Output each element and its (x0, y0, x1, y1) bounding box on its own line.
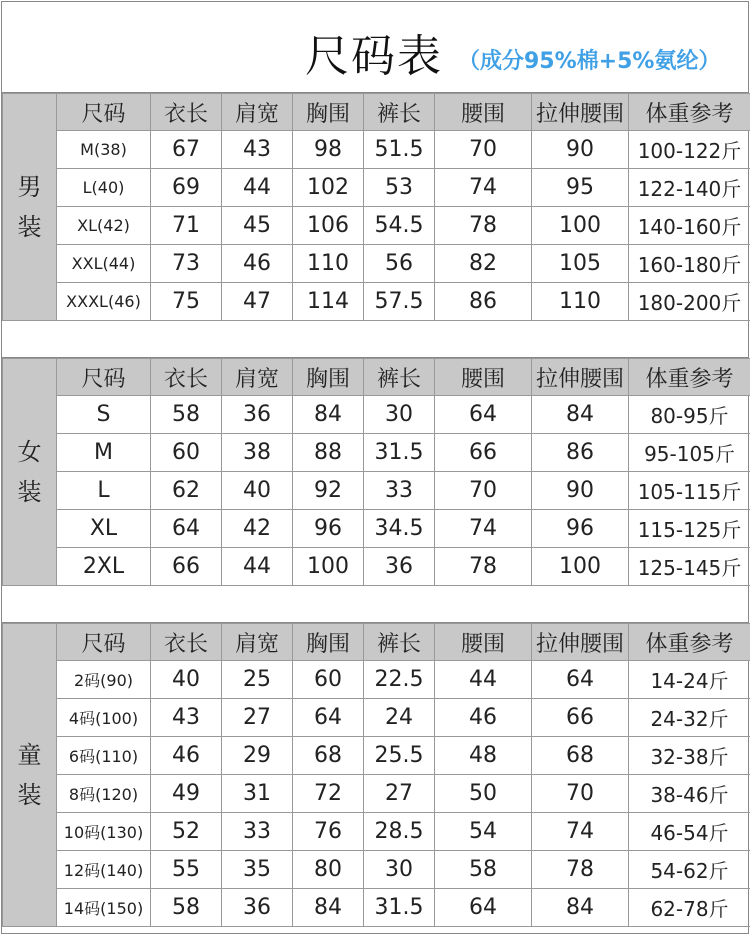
measurement-cell: 64 (532, 661, 629, 699)
weight-reference: 125-145斤 (629, 548, 750, 586)
size-label: L(40) (57, 169, 151, 207)
table-row (3, 889, 750, 927)
size-label: XXXL(46) (57, 283, 151, 321)
measurement-cell: 74 (435, 510, 532, 548)
size-label: S (57, 396, 151, 434)
measurement-cell: 70 (435, 472, 532, 510)
fabric-composition: （成分95%棉+5%氨纶） (458, 44, 720, 75)
measurement-cell: 30 (364, 851, 435, 889)
column-header: 胸围 (293, 94, 364, 131)
weight-reference: 80-95斤 (629, 396, 750, 434)
measurement-cell: 100 (532, 548, 629, 586)
measurement-cell: 106 (293, 207, 364, 245)
column-header: 尺码 (57, 359, 151, 396)
measurement-cell: 95 (532, 169, 629, 207)
measurement-cell: 70 (435, 131, 532, 169)
measurement-cell: 33 (364, 472, 435, 510)
measurement-cell: 86 (532, 434, 629, 472)
measurement-cell: 34.5 (364, 510, 435, 548)
measurement-cell: 92 (293, 472, 364, 510)
measurement-cell: 84 (532, 396, 629, 434)
column-header: 裤长 (364, 94, 435, 131)
measurement-cell: 46 (151, 737, 222, 775)
measurement-cell: 74 (435, 169, 532, 207)
size-label: M (57, 434, 151, 472)
measurement-cell: 64 (293, 699, 364, 737)
size-label: L (57, 472, 151, 510)
size-label: 10码(130) (57, 813, 151, 851)
measurement-cell: 78 (532, 851, 629, 889)
measurement-cell: 31 (222, 775, 293, 813)
measurement-cell: 60 (293, 661, 364, 699)
measurement-cell: 44 (222, 169, 293, 207)
table-row (3, 661, 750, 699)
section-gap (2, 321, 748, 358)
measurement-cell: 48 (435, 737, 532, 775)
size-label: M(38) (57, 131, 151, 169)
measurement-cell: 69 (151, 169, 222, 207)
table-header-row (3, 359, 750, 396)
measurement-cell: 84 (532, 889, 629, 927)
column-header: 衣长 (151, 94, 222, 131)
table-row (3, 396, 750, 434)
measurement-cell: 56 (364, 245, 435, 283)
size-chart (1, 1, 749, 934)
column-header: 肩宽 (222, 359, 293, 396)
table-row (3, 775, 750, 813)
weight-reference: 140-160斤 (629, 207, 750, 245)
measurement-cell: 74 (532, 813, 629, 851)
measurement-cell: 78 (435, 207, 532, 245)
measurement-cell: 67 (151, 131, 222, 169)
measurement-cell: 49 (151, 775, 222, 813)
measurement-cell: 27 (364, 775, 435, 813)
measurement-cell: 36 (222, 889, 293, 927)
weight-reference: 95-105斤 (629, 434, 750, 472)
measurement-cell: 86 (435, 283, 532, 321)
measurement-cell: 90 (532, 472, 629, 510)
column-header: 肩宽 (222, 624, 293, 661)
table-header-row (3, 94, 750, 131)
measurement-cell: 44 (222, 548, 293, 586)
measurement-cell: 64 (435, 396, 532, 434)
column-header: 拉伸腰围 (532, 359, 629, 396)
weight-reference: 100-122斤 (629, 131, 750, 169)
measurement-cell: 27 (222, 699, 293, 737)
measurement-cell: 60 (151, 434, 222, 472)
table-row (3, 510, 750, 548)
weight-reference: 105-115斤 (629, 472, 750, 510)
size-label: XL(42) (57, 207, 151, 245)
size-table (2, 93, 750, 321)
column-header: 体重参考 (629, 94, 750, 131)
measurement-cell: 82 (435, 245, 532, 283)
weight-reference: 32-38斤 (629, 737, 750, 775)
measurement-cell: 64 (151, 510, 222, 548)
size-label: 2XL (57, 548, 151, 586)
table-row (3, 699, 750, 737)
measurement-cell: 55 (151, 851, 222, 889)
measurement-cell: 45 (222, 207, 293, 245)
measurement-cell: 52 (151, 813, 222, 851)
measurement-cell: 102 (293, 169, 364, 207)
measurement-cell: 72 (293, 775, 364, 813)
column-header: 体重参考 (629, 359, 750, 396)
measurement-cell: 75 (151, 283, 222, 321)
measurement-cell: 70 (532, 775, 629, 813)
measurement-cell: 64 (435, 889, 532, 927)
category-label (3, 359, 57, 586)
column-header: 裤长 (364, 624, 435, 661)
table-row (3, 131, 750, 169)
measurement-cell: 110 (293, 245, 364, 283)
weight-reference: 180-200斤 (629, 283, 750, 321)
title-bar (2, 2, 748, 93)
weight-reference: 46-54斤 (629, 813, 750, 851)
table-header-row (3, 624, 750, 661)
measurement-cell: 36 (364, 548, 435, 586)
column-header: 衣长 (151, 624, 222, 661)
size-label: 2码(90) (57, 661, 151, 699)
table-row (3, 207, 750, 245)
measurement-cell: 35 (222, 851, 293, 889)
table-row (3, 548, 750, 586)
table-row (3, 434, 750, 472)
measurement-cell: 68 (293, 737, 364, 775)
measurement-cell: 57.5 (364, 283, 435, 321)
measurement-cell: 54.5 (364, 207, 435, 245)
measurement-cell: 100 (532, 207, 629, 245)
measurement-cell: 58 (435, 851, 532, 889)
weight-reference: 115-125斤 (629, 510, 750, 548)
measurement-cell: 98 (293, 131, 364, 169)
measurement-cell: 24 (364, 699, 435, 737)
measurement-cell: 33 (222, 813, 293, 851)
measurement-cell: 46 (222, 245, 293, 283)
size-tables (2, 93, 748, 927)
measurement-cell: 96 (532, 510, 629, 548)
category-text: 男装 (16, 167, 42, 247)
measurement-cell: 43 (151, 699, 222, 737)
table-row (3, 472, 750, 510)
measurement-cell: 96 (293, 510, 364, 548)
size-table (2, 623, 750, 927)
measurement-cell: 73 (151, 245, 222, 283)
measurement-cell: 58 (151, 396, 222, 434)
size-label: 12码(140) (57, 851, 151, 889)
column-header: 胸围 (293, 624, 364, 661)
measurement-cell: 38 (222, 434, 293, 472)
measurement-cell: 105 (532, 245, 629, 283)
size-label: 4码(100) (57, 699, 151, 737)
measurement-cell: 31.5 (364, 434, 435, 472)
size-label: 8码(120) (57, 775, 151, 813)
column-header: 拉伸腰围 (532, 94, 629, 131)
measurement-cell: 40 (222, 472, 293, 510)
measurement-cell: 62 (151, 472, 222, 510)
weight-reference: 62-78斤 (629, 889, 750, 927)
size-label: 6码(110) (57, 737, 151, 775)
column-header: 尺码 (57, 624, 151, 661)
measurement-cell: 100 (293, 548, 364, 586)
measurement-cell: 25 (222, 661, 293, 699)
measurement-cell: 88 (293, 434, 364, 472)
column-header: 胸围 (293, 359, 364, 396)
measurement-cell: 47 (222, 283, 293, 321)
category-text: 女装 (16, 432, 42, 512)
size-label: XXL(44) (57, 245, 151, 283)
section-gap (2, 586, 748, 623)
measurement-cell: 58 (151, 889, 222, 927)
measurement-cell: 51.5 (364, 131, 435, 169)
measurement-cell: 28.5 (364, 813, 435, 851)
measurement-cell: 110 (532, 283, 629, 321)
weight-reference: 122-140斤 (629, 169, 750, 207)
table-row (3, 737, 750, 775)
measurement-cell: 44 (435, 661, 532, 699)
weight-reference: 160-180斤 (629, 245, 750, 283)
measurement-cell: 42 (222, 510, 293, 548)
table-row (3, 169, 750, 207)
measurement-cell: 36 (222, 396, 293, 434)
table-row (3, 283, 750, 321)
table-row (3, 813, 750, 851)
column-header: 衣长 (151, 359, 222, 396)
size-label: XL (57, 510, 151, 548)
category-label (3, 624, 57, 927)
column-header: 体重参考 (629, 624, 750, 661)
column-header: 尺码 (57, 94, 151, 131)
weight-reference: 54-62斤 (629, 851, 750, 889)
page-title: 尺码表 (305, 20, 443, 84)
measurement-cell: 25.5 (364, 737, 435, 775)
measurement-cell: 66 (151, 548, 222, 586)
column-header: 拉伸腰围 (532, 624, 629, 661)
measurement-cell: 114 (293, 283, 364, 321)
table-row (3, 245, 750, 283)
measurement-cell: 78 (435, 548, 532, 586)
measurement-cell: 76 (293, 813, 364, 851)
column-header: 腰围 (435, 624, 532, 661)
measurement-cell: 22.5 (364, 661, 435, 699)
measurement-cell: 50 (435, 775, 532, 813)
measurement-cell: 54 (435, 813, 532, 851)
column-header: 裤长 (364, 359, 435, 396)
column-header: 腰围 (435, 94, 532, 131)
measurement-cell: 90 (532, 131, 629, 169)
measurement-cell: 53 (364, 169, 435, 207)
category-text: 童装 (16, 735, 42, 815)
size-table (2, 358, 750, 586)
weight-reference: 24-32斤 (629, 699, 750, 737)
measurement-cell: 68 (532, 737, 629, 775)
table-row (3, 851, 750, 889)
weight-reference: 14-24斤 (629, 661, 750, 699)
measurement-cell: 84 (293, 396, 364, 434)
column-header: 腰围 (435, 359, 532, 396)
measurement-cell: 30 (364, 396, 435, 434)
measurement-cell: 29 (222, 737, 293, 775)
measurement-cell: 80 (293, 851, 364, 889)
measurement-cell: 84 (293, 889, 364, 927)
measurement-cell: 71 (151, 207, 222, 245)
measurement-cell: 43 (222, 131, 293, 169)
measurement-cell: 40 (151, 661, 222, 699)
weight-reference: 38-46斤 (629, 775, 750, 813)
size-label: 14码(150) (57, 889, 151, 927)
column-header: 肩宽 (222, 94, 293, 131)
category-label (3, 94, 57, 321)
measurement-cell: 31.5 (364, 889, 435, 927)
measurement-cell: 66 (532, 699, 629, 737)
measurement-cell: 46 (435, 699, 532, 737)
measurement-cell: 66 (435, 434, 532, 472)
